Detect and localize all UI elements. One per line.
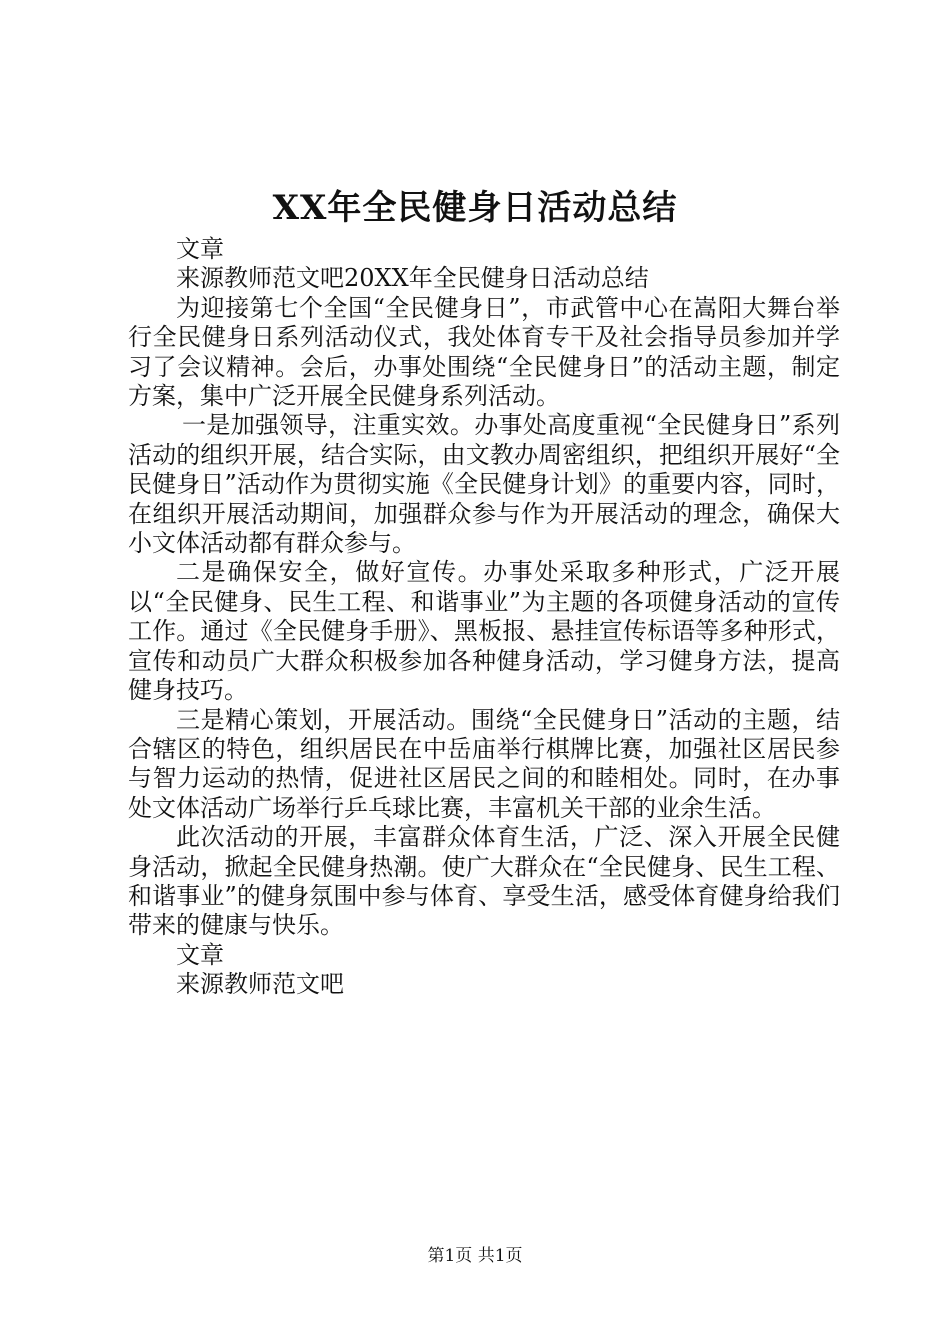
paragraph-source-label-end: 文章 — [176, 940, 224, 969]
paragraph-source-line: 来源教师范文吧20XX年全民健身日活动总结 — [176, 264, 649, 293]
document-title: XX年全民健身日活动总结 — [272, 188, 678, 228]
paragraph-source-label: 文章 — [176, 235, 224, 263]
paragraph-source-line-end: 来源教师范文吧 — [176, 970, 344, 999]
paragraph-conclusion: 此次活动的开展，丰富群众体育生活，广泛、深入开展全民健身活动，掀起全民健身热潮。使广大群众在“全民健身、民生工程、和谐事业”的健身氛围中参与体育、享受生活，感受体育健身给我们带来的健康与快乐。 — [128, 823, 840, 940]
paragraph-intro: 为迎接第七个全国“全民健身日”，市武管中心在嵩阳大舞台举行全民健身日系列活动仪式，我处体育专干及社会指导员参加并学习了会议精神。会后，办事处围绕“全民健身日”的活动主题，制定方案，集中广泛开展全民健身系列活动。 — [128, 293, 840, 411]
paragraph-point-one: 一是加强领导，注重实效。办事处高度重视“全民健身日”系列活动的组织开展，结合实际，由文教办周密组织，把组织开展好“全民健身日”活动作为贯彻实施《全民健身计划》的重要内容，同时，在组织开展活动期间，加强群众参与作为开展活动的理念，确保大小文体活动都有群众参与。 — [128, 411, 840, 558]
page-number-footer: 第1页 共1页 — [427, 1246, 523, 1266]
document-body — [128, 235, 840, 1000]
paragraph-point-two: 二是确保安全，做好宣传。办事处采取多种形式，广泛开展以“全民健身、民生工程、和谐事业”为主题的各项健身活动的宣传工作。通过《全民健身手册》、黑板报、悬挂宣传标语等多种形式，宣传和动员广大群众积极参加各种健身活动，学习健身方法，提高健身技巧。 — [128, 558, 840, 705]
paragraph-point-three: 三是精心策划，开展活动。围绕“全民健身日”活动的主题，结合辖区的特色，组织居民在中岳庙举行棋牌比赛，加强社区居民参与智力运动的热情，促进社区居民之间的和睦相处。同时，在办事处文体活动广场举行乒乓球比赛，丰富机关干部的业余生活。 — [128, 705, 840, 822]
